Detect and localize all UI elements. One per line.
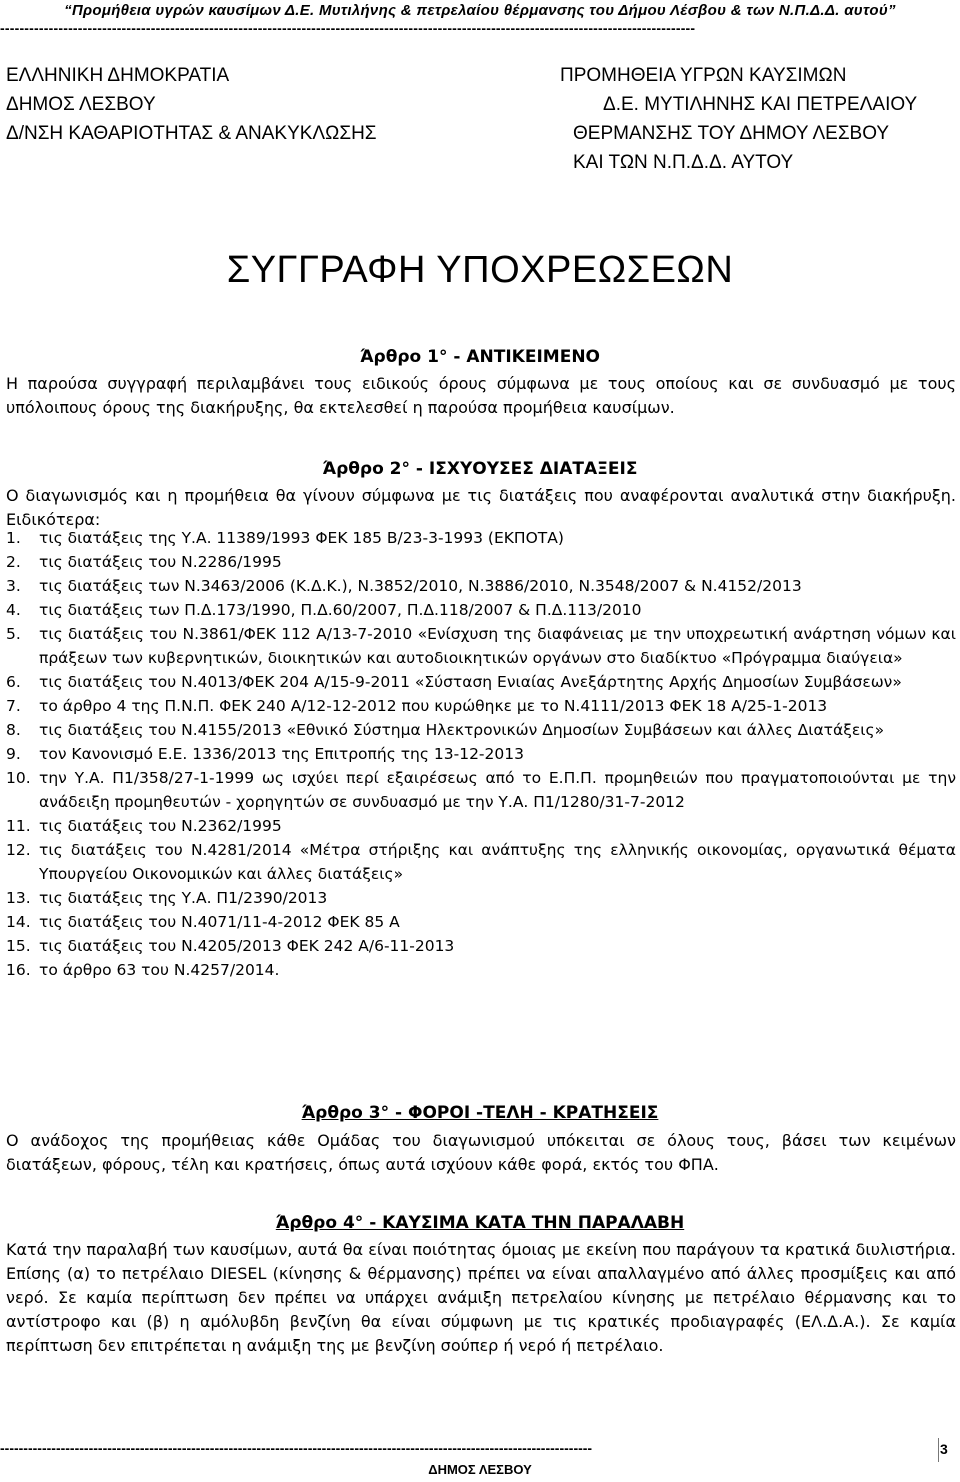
provision-text: τις διατάξεις της Υ.Α. Π1/2390/2013 xyxy=(39,889,328,907)
provision-text: τις διατάξεις των Π.Δ.173/1990, Π.Δ.60/2007, Π.Δ.118/2007 & Π.Δ.113/2010 xyxy=(39,601,642,619)
issuer-block xyxy=(6,61,377,148)
issuer-line-2: ΔΗΜΟΣ ΛΕΣΒΟΥ xyxy=(6,94,156,115)
provision-number: 1. xyxy=(6,529,21,547)
provision-text: τις διατάξεις του Ν.3861/ΦΕΚ 112 Α/13-7-2010 «Ενίσχυση της διαφάνειας με την υποχρεωτική ανάρτηση νόμων και πράξεων των κυβερνητικών, διοικητικών και αυτοδιοικητικών οργάνων στο διαδίκτυο «Πρόγραμμα διαύγεια» xyxy=(39,625,956,667)
provision-number: 14. xyxy=(6,913,31,931)
provision-item xyxy=(6,622,956,670)
provision-item xyxy=(6,670,956,694)
running-title: “Προμήθεια υγρών καυσίμων Δ.Ε. Μυτιλήνης & πετρελαίου θέρμανσης του Δήμου Λέσβου & των Ν.Π.Δ.Δ. αυτού” xyxy=(64,2,896,19)
provisions-list xyxy=(6,526,956,982)
provision-item xyxy=(6,886,956,910)
subject-line-4: ΚΑΙ ΤΩΝ Ν.Π.Δ.Δ. ΑΥΤΟΥ xyxy=(573,152,794,173)
provision-item xyxy=(6,934,956,958)
article-1-title: Άρθρο 1° - ΑΝΤΙΚΕΙΜΕΝΟ xyxy=(359,347,601,367)
provision-item xyxy=(6,574,956,598)
running-header xyxy=(0,0,960,42)
provision-number: 13. xyxy=(6,889,31,907)
provision-number: 3. xyxy=(6,577,21,595)
provision-item xyxy=(6,814,956,838)
provision-text: τις διατάξεις του Ν.2362/1995 xyxy=(39,817,282,835)
provision-text: το άρθρο 4 της Π.Ν.Π. ΦΕΚ 240 Α/12-12-2012 που κυρώθηκε με το Ν.4111/2013 ΦΕΚ 18 Α/25-1-2013 xyxy=(39,697,828,715)
provision-text: τις διατάξεις του Ν.4013/ΦΕΚ 204 Α/15-9-2011 «Σύσταση Ενιαίας Ανεξάρτητης Αρχής Δημοσίων Συμβάσεων» xyxy=(39,673,902,691)
article-1-body: Η παρούσα συγγραφή περιλαμβάνει τους ειδικούς όρους σύμφωνα με τους οποίους και σε συνδυασμό με τους υπόλοιπους όρους της διακήρυξης, θα εκτελεσθεί η παρούσα προμήθεια καυσίμων. xyxy=(6,374,956,417)
article-4-title xyxy=(0,1213,960,1233)
subject-block xyxy=(560,61,917,177)
subject-line-1: ΠΡΟΜΗΘΕΙΑ ΥΓΡΩΝ ΚΑΥΣΙΜΩΝ xyxy=(560,65,847,86)
provision-item xyxy=(6,742,956,766)
provision-text: την Υ.Α. Π1/358/27-1-1999 ως ισχύει περί εξαιρέσεως από το Ε.Π.Π. προμηθειών που πραγματοποιούνται με την ανάδειξη προμηθευτών - χορηγητών σε συνδυασμό με την Υ.Α. Π1/1280/31-7-2012 xyxy=(39,769,956,811)
provision-number: 11. xyxy=(6,817,31,835)
provision-text: το άρθρο 63 του Ν.4257/2014. xyxy=(39,961,280,979)
article-3-title-text: Άρθρο 3° - ΦΟΡΟΙ -ΤΕΛΗ - ΚΡΑΤΗΣΕΙΣ xyxy=(301,1103,659,1123)
issuer-line-1: ΕΛΛΗΝΙΚΗ ΔΗΜΟΚΡΑΤΙΑ xyxy=(6,65,230,86)
provision-number: 7. xyxy=(6,697,21,715)
subject-line-3: ΘΕΡΜΑΝΣΗΣ ΤΟΥ ΔΗΜΟΥ ΛΕΣΒΟΥ xyxy=(573,123,890,144)
provision-item xyxy=(6,550,956,574)
header-dash-rule: ----------------------------------------------------------------------------------------------------------------------------------------------- xyxy=(0,20,696,36)
provision-item xyxy=(6,718,956,742)
article-4-title-text: Άρθρο 4° - ΚΑΥΣΙΜΑ ΚΑΤΑ ΤΗΝ ΠΑΡΑΛΑΒΗ xyxy=(275,1213,685,1233)
provision-number: 12. xyxy=(6,841,31,859)
provision-number: 6. xyxy=(6,673,21,691)
article-4-body: Κατά την παραλαβή των καυσίμων, αυτά θα είναι ποιότητας όμοιας με εκείνη που παράγουν τα κρατικά διυλιστήρια. Επίσης (α) το πετρέλαιο DIESEL (κίνησης & θέρμανσης) πρέπει να είναι απαλλαγμένο από άλλες προσμίξεις και από νερό. Σε καμία περίπτωση δεν πρέπει να υπάρχει ανάμιξη πετρελαίου κίνησης με πετρέλαιο θέρμανσης και το αντίστροφο και (β) η αμόλυβδη βενζίνη θα είναι σύμφωνη με τις κρατικές προδιαγραφές (ΕΛ.Δ.Α.). Σε καμία περίπτωση δεν επιτρέπεται η ανάμιξη της με βενζίνη σούπερ ή νερό ή πετρέλαιο. xyxy=(6,1240,956,1355)
provision-number: 16. xyxy=(6,961,31,979)
provision-item xyxy=(6,526,956,550)
provision-number: 9. xyxy=(6,745,21,763)
document-title: ΣΥΓΓΡΑΦΗ ΥΠΟΧΡΕΩΣΕΩΝ xyxy=(226,249,734,291)
provision-number: 4. xyxy=(6,601,21,619)
provision-item xyxy=(6,958,956,982)
article-2-title: Άρθρο 2° - ΙΣΧΥΟΥΣΕΣ ΔΙΑΤΑΞΕΙΣ xyxy=(322,459,638,479)
provision-item xyxy=(6,766,956,814)
subject-line-2: Δ.Ε. ΜΥΤΙΛΗΝΗΣ ΚΑΙ ΠΕΤΡΕΛΑΙΟΥ xyxy=(603,94,918,115)
provision-number: 10. xyxy=(6,769,31,787)
provision-item xyxy=(6,598,956,622)
provision-item xyxy=(6,910,956,934)
provision-text: τις διατάξεις του Ν.4071/11-4-2012 ΦΕΚ 85 Α xyxy=(39,913,400,931)
provision-number: 5. xyxy=(6,625,21,643)
article-2-body: Ο διαγωνισμός και η προμήθεια θα γίνουν σύμφωνα με τις διατάξεις που αναφέρονται αναλυτικά στην διακήρυξη. Ειδικότερα: xyxy=(6,486,956,529)
page-number: 3 xyxy=(940,1441,948,1457)
footer-municipality: ΔΗΜΟΣ ΛΕΣΒΟΥ xyxy=(428,1462,532,1477)
provision-text: τις διατάξεις της Υ.Α. 11389/1993 ΦΕΚ 185 Β/23-3-1993 (ΕΚΠΟΤΑ) xyxy=(39,529,564,547)
provision-text: τον Κανονισμό Ε.Ε. 1336/2013 της Επιτροπής της 13-12-2013 xyxy=(39,745,524,763)
article-3-title xyxy=(0,1103,960,1123)
provision-text: τις διατάξεις του Ν.4205/2013 ΦΕΚ 242 Α/6-11-2013 xyxy=(39,937,455,955)
provision-text: τις διατάξεις του Ν.4281/2014 «Μέτρα στήριξης και ανάπτυξης της ελληνικής οικονομίας, οργανωτικά θέματα Υπουργείου Οικονομικών και άλλες διατάξεις» xyxy=(39,841,956,883)
article-3-body: Ο ανάδοχος της προμήθειας κάθε Ομάδας του διαγωνισμού υπόκειται σε όλους τους, βάσει των κειμένων διατάξεων, φόρους, τέλη και κρατήσεις, όπως αυτά ισχύουν κάθε φορά, εκτός του ΦΠΑ. xyxy=(6,1131,956,1174)
provision-number: 8. xyxy=(6,721,21,739)
issuer-line-3: Δ/ΝΣΗ ΚΑΘΑΡΙΟΤΗΤΑΣ & ΑΝΑΚΥΚΛΩΣΗΣ xyxy=(6,123,377,144)
provision-text: τις διατάξεις των Ν.3463/2006 (Κ.Δ.Κ.), Ν.3852/2010, Ν.3886/2010, Ν.3548/2007 & Ν.4152/2013 xyxy=(39,577,802,595)
provision-text: τις διατάξεις του Ν.4155/2013 «Εθνικό Σύστημα Ηλεκτρονικών Δημοσίων Συμβάσεων και άλλες Διατάξεις» xyxy=(39,721,885,739)
provision-number: 2. xyxy=(6,553,21,571)
footer-dash-rule: ------------------------------------------------------------------------------------------------------------------------------- xyxy=(0,1440,593,1456)
provision-text: τις διατάξεις του Ν.2286/1995 xyxy=(39,553,282,571)
provision-item xyxy=(6,838,956,886)
page-number-divider xyxy=(938,1438,939,1462)
provision-item xyxy=(6,694,956,718)
provision-number: 15. xyxy=(6,937,31,955)
